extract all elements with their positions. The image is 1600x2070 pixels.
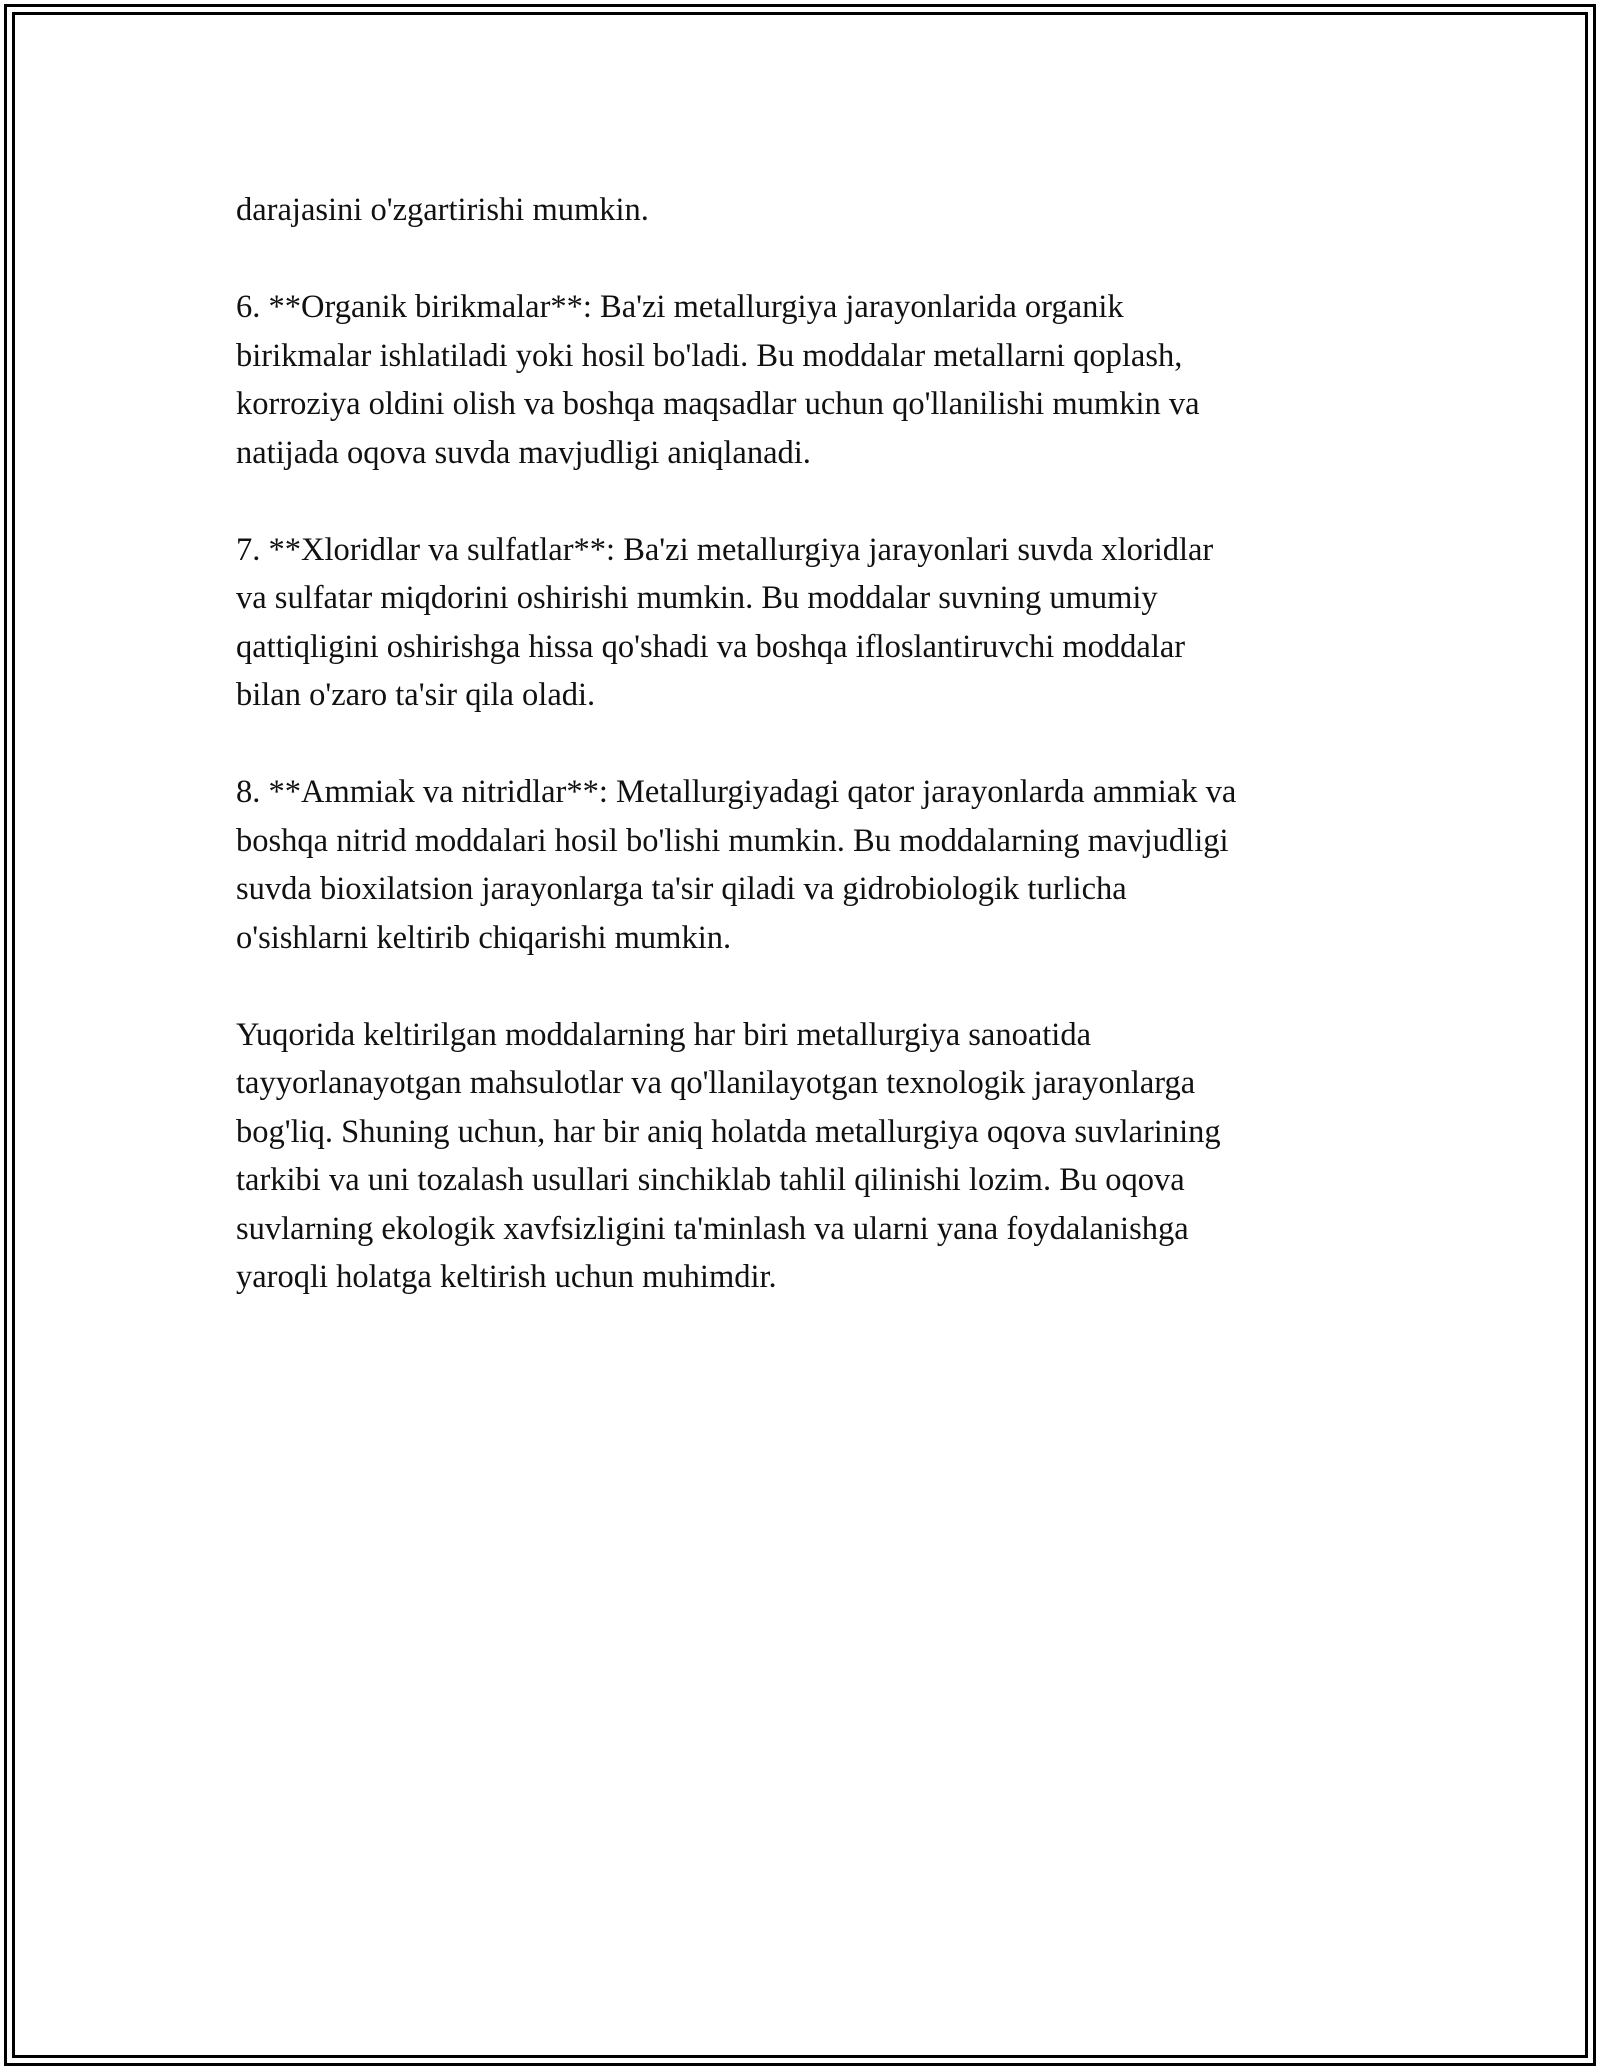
paragraph-organik-birikmalar: 6. **Organik birikmalar**: Ba'zi metallurgiya jarayonlarida organik birikmalar ishlatiladi yoki hosil bo'ladi. Bu moddalar metallarni qoplash, korroziya oldini olish va boshqa maqsadlar uchun qo'llanilishi mumkin va natijada oqova suvda mavjudligi aniqlanadi. bbox=[236, 289, 1200, 471]
paragraph-xloridlar-va-sulfatlar: 7. **Xloridlar va sulfatlar**: Ba'zi metallurgiya jarayonlari suvda xloridlar va sulfatar miqdorini oshirishi mumkin. Bu moddalar suvning umumiy qattiqligini oshirishga hissa qo'shadi va boshqa ifloslantiruvchi moddalar bilan o'zaro ta'sir qila oladi. bbox=[236, 531, 1214, 713]
paragraph-ammiak-va-nitridlar: 8. **Ammiak va nitridlar**: Metallurgiyadagi qator jarayonlarda ammiak va boshqa nitrid moddalari hosil bo'lishi mumkin. Bu moddalarning mavjudligi suvda bioxilatsion jarayonlarga ta'sir qiladi va gidrobiologik turlicha o'sishlarni keltirib chiqarishi mumkin. bbox=[236, 774, 1237, 956]
paragraph-continuation: darajasini o'zgartirishi mumkin. bbox=[236, 192, 649, 228]
document-body bbox=[236, 186, 1376, 1350]
paragraph-conclusion: Yuqorida keltirilgan moddalarning har biri metallurgiya sanoatida tayyorlanayotgan mahsulotlar va qo'llanilayotgan texnologik jarayonlarga bog'liq. Shuning uchun, har bir aniq holatda metallurgiya oqova suvlarining tarkibi va uni tozalash usullari sinchiklab tahlil qilinishi lozim. Bu oqova suvlarning ekologik xavfsizligini ta'minlash va ularni yana foydalanishga yaroqli holatga keltirish uchun muhimdir. bbox=[236, 1016, 1221, 1295]
